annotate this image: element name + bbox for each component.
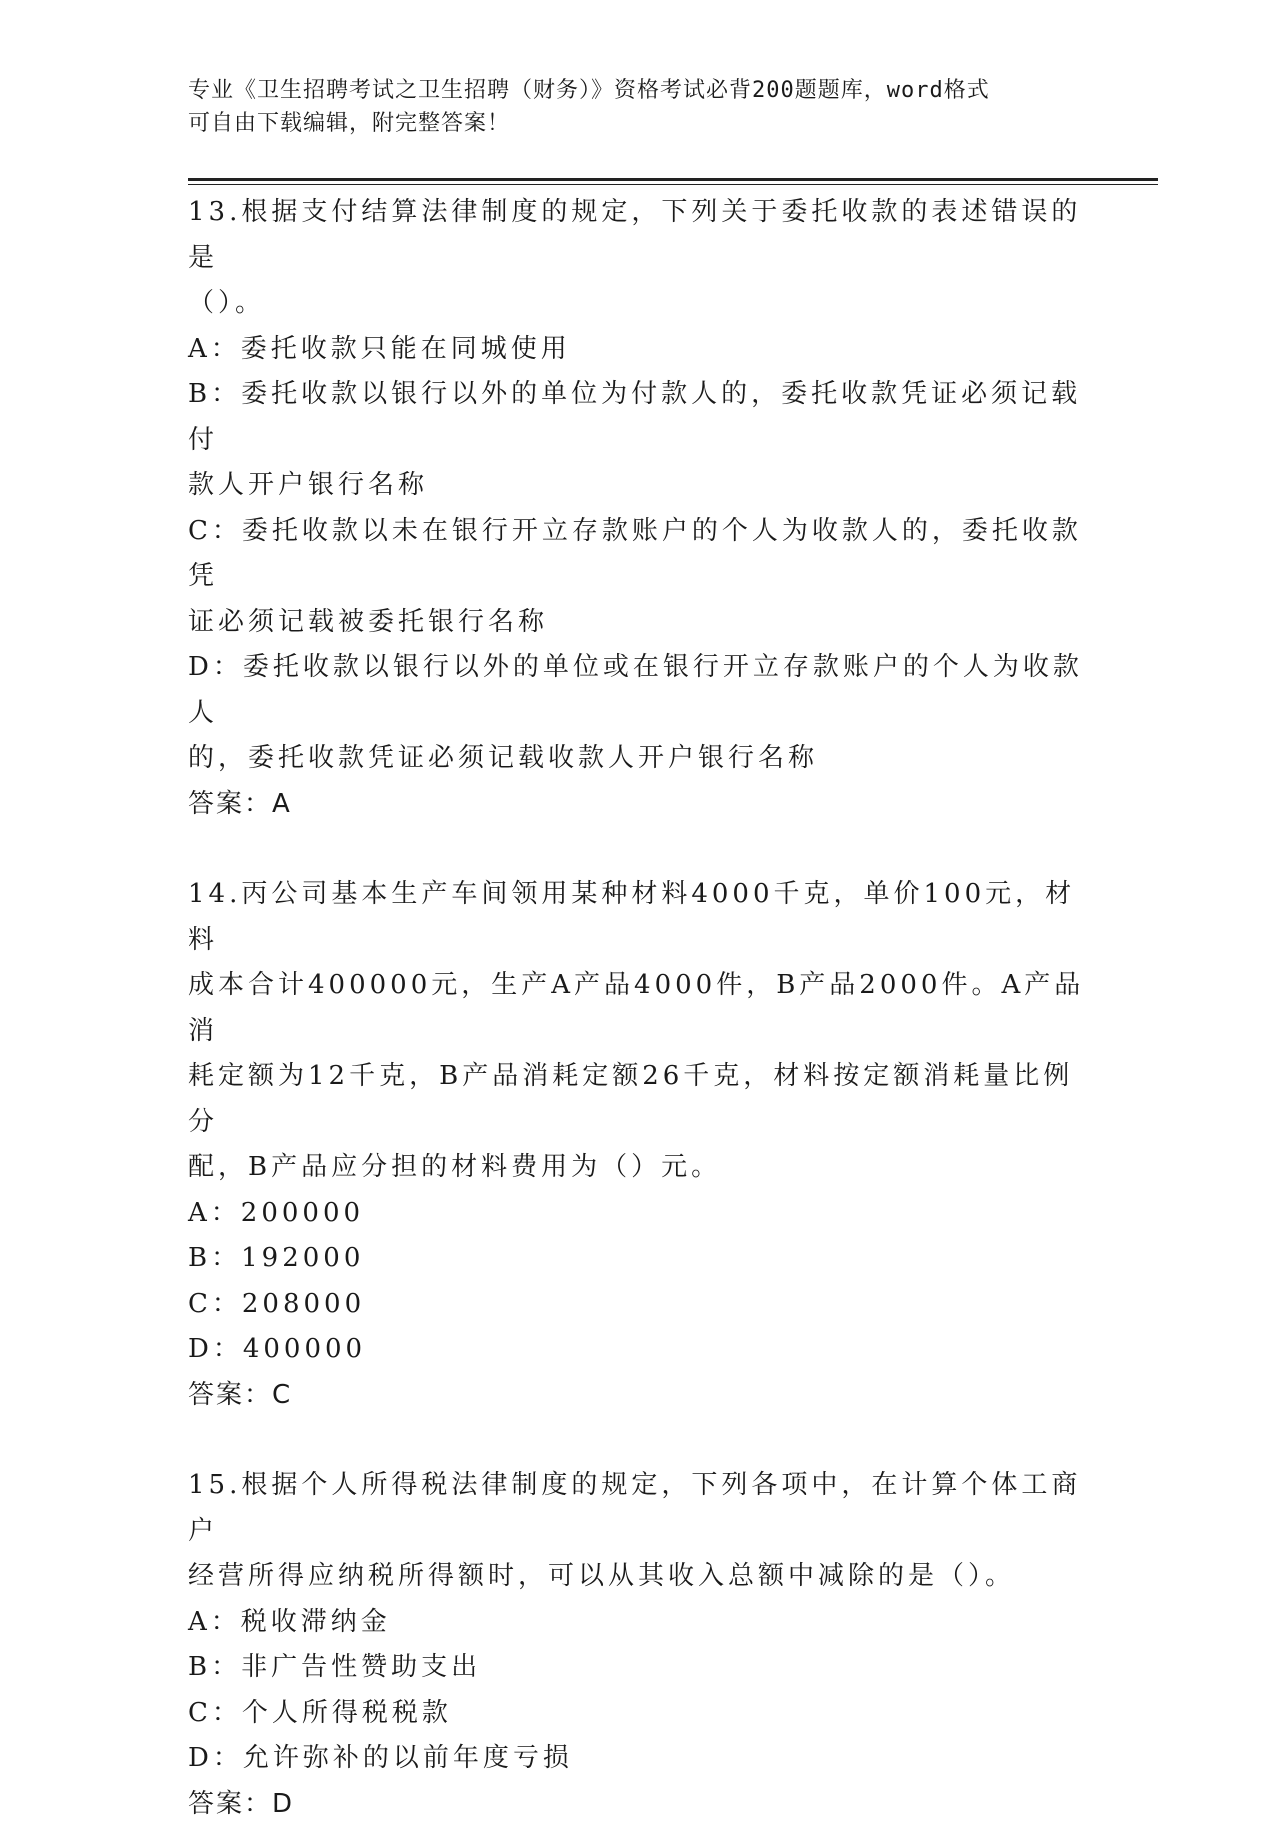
answer-line: 答案：D [188,1782,1088,1827]
answer-line: 答案：A [188,782,1088,828]
stem-line: 13.根据支付结算法律制度的规定，下列关于委托收款的表述错误的是 [188,190,1088,281]
question-14 [188,872,1088,1418]
stem-line: 14.丙公司基本生产车间领用某种材料4000千克，单价100元，材料 [188,872,1088,963]
header-line-1: 专业《卫生招聘考试之卫生招聘（财务）》资格考试必背200题题库，word格式 [188,74,1068,107]
stem-line: 配，B产品应分担的材料费用为（）元。 [188,1145,1088,1191]
option-line: C：208000 [188,1282,1088,1328]
option-c [188,509,1088,646]
question-spacer [188,827,1088,872]
stem-line: 耗定额为12千克，B产品消耗定额26千克，材料按定额消耗量比例分 [188,1054,1088,1145]
option-line: A：200000 [188,1191,1088,1237]
option-line: 的，委托收款凭证必须记载收款人开户银行名称 [188,736,1088,782]
option-c [188,1691,1088,1737]
question-13 [188,190,1088,827]
option-line: A：委托收款只能在同城使用 [188,327,1088,373]
header-divider-thick [188,178,1158,181]
option-c [188,1282,1088,1328]
stem-line: 经营所得应纳税所得额时，可以从其收入总额中减除的是（）。 [188,1554,1088,1600]
option-line: B：非广告性赞助支出 [188,1645,1088,1691]
option-line: A：税收滞纳金 [188,1600,1088,1646]
option-a [188,327,1088,373]
option-line: D：400000 [188,1327,1088,1373]
question-stem [188,1463,1088,1600]
stem-line: 15.根据个人所得税法律制度的规定，下列各项中，在计算个体工商户 [188,1463,1088,1554]
option-d [188,1736,1088,1782]
option-line: 证必须记载被委托银行名称 [188,600,1088,646]
question-stem [188,190,1088,327]
header-divider-thin [188,184,1158,185]
question-spacer [188,1418,1088,1463]
stem-line: （）。 [188,281,1088,327]
document-header [188,74,1068,140]
option-line: D：允许弥补的以前年度亏损 [188,1736,1088,1782]
option-a [188,1191,1088,1237]
option-b [188,1645,1088,1691]
option-d [188,645,1088,782]
option-line: B：192000 [188,1236,1088,1282]
option-line: C：个人所得税税款 [188,1691,1088,1737]
question-15 [188,1463,1088,1827]
header-line-2: 可自由下载编辑，附完整答案！ [188,107,1068,140]
option-line: B：委托收款以银行以外的单位为付款人的，委托收款凭证必须记载付 [188,372,1088,463]
option-b [188,1236,1088,1282]
question-list [188,190,1088,1827]
option-b [188,372,1088,509]
answer-line: 答案：C [188,1373,1088,1419]
option-a [188,1600,1088,1646]
option-line: 款人开户银行名称 [188,463,1088,509]
option-line: D：委托收款以银行以外的单位或在银行开立存款账户的个人为收款人 [188,645,1088,736]
question-stem [188,872,1088,1191]
stem-line: 成本合计400000元，生产A产品4000件，B产品2000件。A产品消 [188,963,1088,1054]
option-line: C：委托收款以未在银行开立存款账户的个人为收款人的，委托收款凭 [188,509,1088,600]
option-d [188,1327,1088,1373]
